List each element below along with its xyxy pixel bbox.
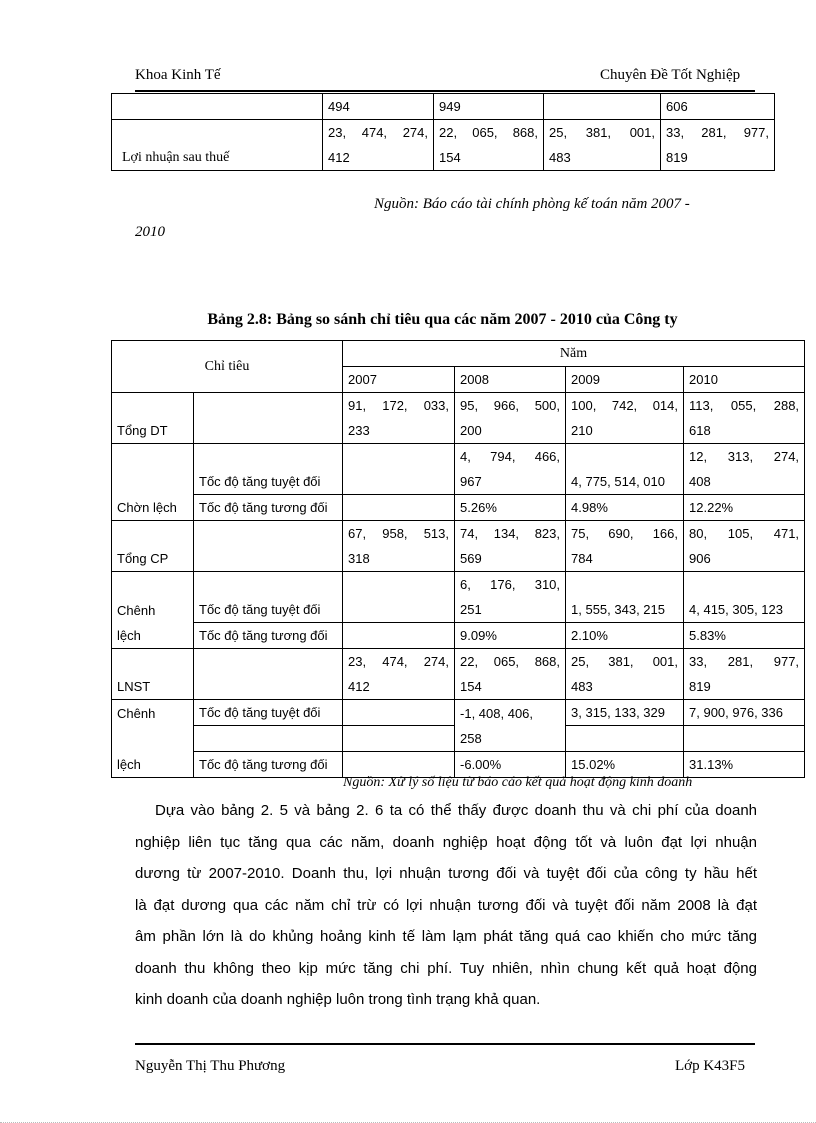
table-row	[112, 521, 805, 572]
cell-line	[684, 726, 804, 752]
table-cell	[343, 726, 455, 778]
cell-line: 4, 794, 466,	[460, 449, 561, 464]
cell-line	[566, 726, 683, 752]
cell-line: 819	[666, 150, 688, 165]
table-cell	[343, 572, 455, 623]
table-cell: 494	[323, 94, 434, 120]
row-label-chenh-lech-lnst-cont: lệch	[112, 726, 194, 778]
page-header-left: Khoa Kinh Tế	[135, 67, 221, 83]
table-cell: 4, 775, 514, 010	[566, 444, 684, 495]
table-cell	[194, 649, 343, 700]
table-cell	[343, 393, 455, 444]
table-cell: 3, 315, 133, 329	[566, 700, 684, 726]
row-sublabel-abs: Tốc độ tăng tuyệt đối	[194, 444, 343, 495]
cell-line: 154	[439, 150, 461, 165]
cell-line: 967	[460, 474, 482, 489]
cell-line: 74, 134, 823,	[460, 526, 561, 541]
header-year-2009: 2009	[566, 367, 684, 393]
table-cell: 1, 555, 343, 215	[566, 572, 684, 623]
table-cell: 9.09%	[455, 623, 566, 649]
paragraph-line: kinh doanh của doanh nghiệp luôn trong tình trạng khả quan.	[135, 991, 541, 1008]
table-cell: 2.10%	[566, 623, 684, 649]
table-cell	[194, 521, 343, 572]
footer-class: Lớp K43F5	[675, 1058, 746, 1074]
cell-line: 33, 281, 977,	[689, 654, 800, 669]
table-cell	[343, 521, 455, 572]
cell-line: 25, 381, 001,	[571, 654, 679, 669]
cell-line: 113, 055, 288,	[689, 398, 800, 413]
cell-line: 154	[460, 679, 482, 694]
paragraph-line: nghiệp liên tục tăng qua các năm, doanh nghiệp hoạt động tốt và luôn đạt lợi nhuận	[135, 833, 757, 851]
table-row	[112, 393, 805, 444]
previous-table-fragment	[111, 93, 775, 171]
cell-line: 819	[689, 679, 711, 694]
table-cell: -1, 408, 406,	[455, 700, 566, 726]
row-sublabel-rel	[194, 726, 343, 778]
cell-line	[343, 752, 454, 777]
table-cell	[566, 521, 684, 572]
cell-line: 784	[571, 551, 593, 566]
header-nam: Năm	[343, 341, 805, 367]
cell-line	[343, 726, 454, 752]
paragraph-line: Dựa vào bảng 2. 5 và bảng 2. 6 ta có thể thấy được doanh thu và chi phí của doanh	[155, 802, 757, 819]
row-sublabel-abs: Tốc độ tăng tuyệt đối	[194, 572, 343, 623]
cell-line	[194, 726, 342, 752]
cell-line: 412	[328, 150, 350, 165]
table-row	[112, 572, 805, 623]
table-cell	[343, 623, 455, 649]
table-title: Bảng 2.8: Bảng so sánh chỉ tiêu qua các năm 2007 - 2010 của Công ty	[207, 311, 678, 328]
table-cell	[684, 649, 805, 700]
comparison-table	[111, 340, 805, 778]
row-label-lnst: LNST	[112, 649, 194, 700]
header-chi-tieu: Chỉ tiêu	[112, 341, 343, 393]
row-label-tong-dt: Tổng DT	[112, 393, 194, 444]
table-cell	[566, 726, 684, 778]
cell-line: 23, 474, 274,	[328, 125, 428, 140]
table-cell: 606	[661, 94, 775, 120]
row-sublabel-rel: Tốc độ tăng tương đối	[194, 495, 343, 521]
table-row	[112, 120, 775, 171]
cell-line: 906	[689, 551, 711, 566]
table-cell	[343, 649, 455, 700]
header-rule	[135, 90, 755, 92]
table-cell	[455, 521, 566, 572]
header-year-2008: 2008	[455, 367, 566, 393]
cell-line: 33, 281, 977,	[666, 125, 769, 140]
table-cell	[544, 120, 661, 171]
table-cell	[455, 649, 566, 700]
table-cell	[455, 726, 566, 778]
cell-line: 15.02%	[571, 757, 616, 772]
table-cell	[684, 393, 805, 444]
cell-line: 483	[571, 679, 593, 694]
table-cell	[343, 495, 455, 521]
cell-line: 23, 474, 274,	[348, 654, 450, 669]
row-label-chenh-lech-lnst: Chênh	[112, 700, 194, 726]
cell-line: 75, 690, 166,	[571, 526, 679, 541]
table-cell	[455, 393, 566, 444]
cell-line: 618	[689, 423, 711, 438]
table-row	[112, 495, 805, 521]
table-cell: 949	[434, 94, 544, 120]
cell-line: 95, 966, 500,	[460, 398, 561, 413]
table-cell	[566, 649, 684, 700]
row-label	[112, 94, 323, 120]
table-cell	[684, 521, 805, 572]
table-cell	[343, 444, 455, 495]
cell-line: lệch	[117, 628, 141, 643]
table-cell	[194, 393, 343, 444]
table-cell: 7, 900, 976, 336	[684, 700, 805, 726]
cell-line: 100, 742, 014,	[571, 398, 679, 413]
cell-line: 210	[571, 423, 593, 438]
row-label-loi-nhuan: Lợi nhuận sau thuế	[112, 120, 323, 171]
cell-line: 200	[460, 423, 482, 438]
table-cell: 5.26%	[455, 495, 566, 521]
table-cell	[566, 393, 684, 444]
cell-line: 408	[689, 474, 711, 489]
cell-line: Tốc độ tăng tương đối	[199, 757, 328, 772]
source-note-finance-cont: 2010	[135, 224, 165, 240]
source-note-finance: Nguồn: Báo cáo tài chính phòng kế toán năm 2007 -	[374, 196, 690, 212]
body-paragraph	[135, 795, 757, 1016]
table-cell: 5.83%	[684, 623, 805, 649]
cell-line: 67, 958, 513,	[348, 526, 450, 541]
cell-line: 6, 176, 310,	[460, 577, 561, 592]
cell-line: 251	[460, 602, 482, 617]
table-cell	[455, 572, 566, 623]
footer-rule	[135, 1043, 755, 1045]
cell-line: 80, 105, 471,	[689, 526, 800, 541]
table-cell: 4.98%	[566, 495, 684, 521]
table-row	[112, 649, 805, 700]
paragraph-line: dương từ 2007-2010. Doanh thu, lợi nhuận tương đối và tuyệt đối của công ty hầu hết	[135, 865, 757, 882]
row-label-tong-cp: Tổng CP	[112, 521, 194, 572]
footer-author: Nguyễn Thị Thu Phương	[135, 1058, 286, 1074]
cell-line: 22, 065, 868,	[460, 654, 561, 669]
table-cell	[323, 120, 434, 171]
header-year-2010: 2010	[684, 367, 805, 393]
row-label-chenh-lech-dt: Chờn lệch	[112, 444, 194, 521]
paragraph-line: doanh thu không theo kịp mức tăng chi phí. Tuy nhiên, nhìn chung kết quả hoạt động	[135, 959, 757, 977]
table-cell	[455, 444, 566, 495]
paragraph-line: là đạt dương qua các năm chỉ trừ có lợi nhuận tương đối và tuyệt đối năm 2008 là đạt	[135, 896, 757, 914]
header-year-2007: 2007	[343, 367, 455, 393]
table-cell	[684, 726, 805, 778]
table-row	[112, 623, 805, 649]
cell-line: 25, 381, 001,	[549, 125, 655, 140]
cell-line: 233	[348, 423, 370, 438]
source-note-processing: Nguồn: Xử lý số liệu từ báo cáo kết quả hoạt động kinh doanh	[343, 775, 693, 790]
cell-line: 412	[348, 679, 370, 694]
table-cell: 12.22%	[684, 495, 805, 521]
table-cell: 4, 415, 305, 123	[684, 572, 805, 623]
table-cell	[343, 700, 455, 726]
table-row	[112, 700, 805, 726]
cell-line: -6.00%	[460, 757, 502, 772]
table-row	[112, 94, 775, 120]
row-sublabel-abs: Tốc độ tăng tuyệt đối	[194, 700, 343, 726]
cell-line: 22, 065, 868,	[439, 125, 538, 140]
page-header-right: Chuyên Đề Tốt Nghiệp	[600, 67, 741, 83]
table-row	[112, 444, 805, 495]
cell-line: 569	[460, 551, 482, 566]
table-row	[112, 726, 805, 778]
paragraph-line: âm phần lớn là do khủng hoảng kinh tế làm lạm phát tăng quá cao khiến cho mức tăng	[135, 928, 757, 945]
cell-line: 31.13%	[689, 757, 734, 772]
table-cell	[661, 120, 775, 171]
cell-line: 258	[455, 726, 565, 752]
cell-line: 91, 172, 033,	[348, 398, 450, 413]
cell-line: Chênh	[117, 603, 156, 618]
table-cell	[684, 444, 805, 495]
table-row	[112, 341, 805, 367]
cell-line: 318	[348, 551, 370, 566]
cell-line: 12, 313, 274,	[689, 449, 800, 464]
table-cell	[544, 94, 661, 120]
row-label-chenh-lech-cp	[112, 572, 194, 649]
cell-line: 483	[549, 150, 571, 165]
row-sublabel-rel: Tốc độ tăng tương đối	[194, 623, 343, 649]
table-cell	[434, 120, 544, 171]
